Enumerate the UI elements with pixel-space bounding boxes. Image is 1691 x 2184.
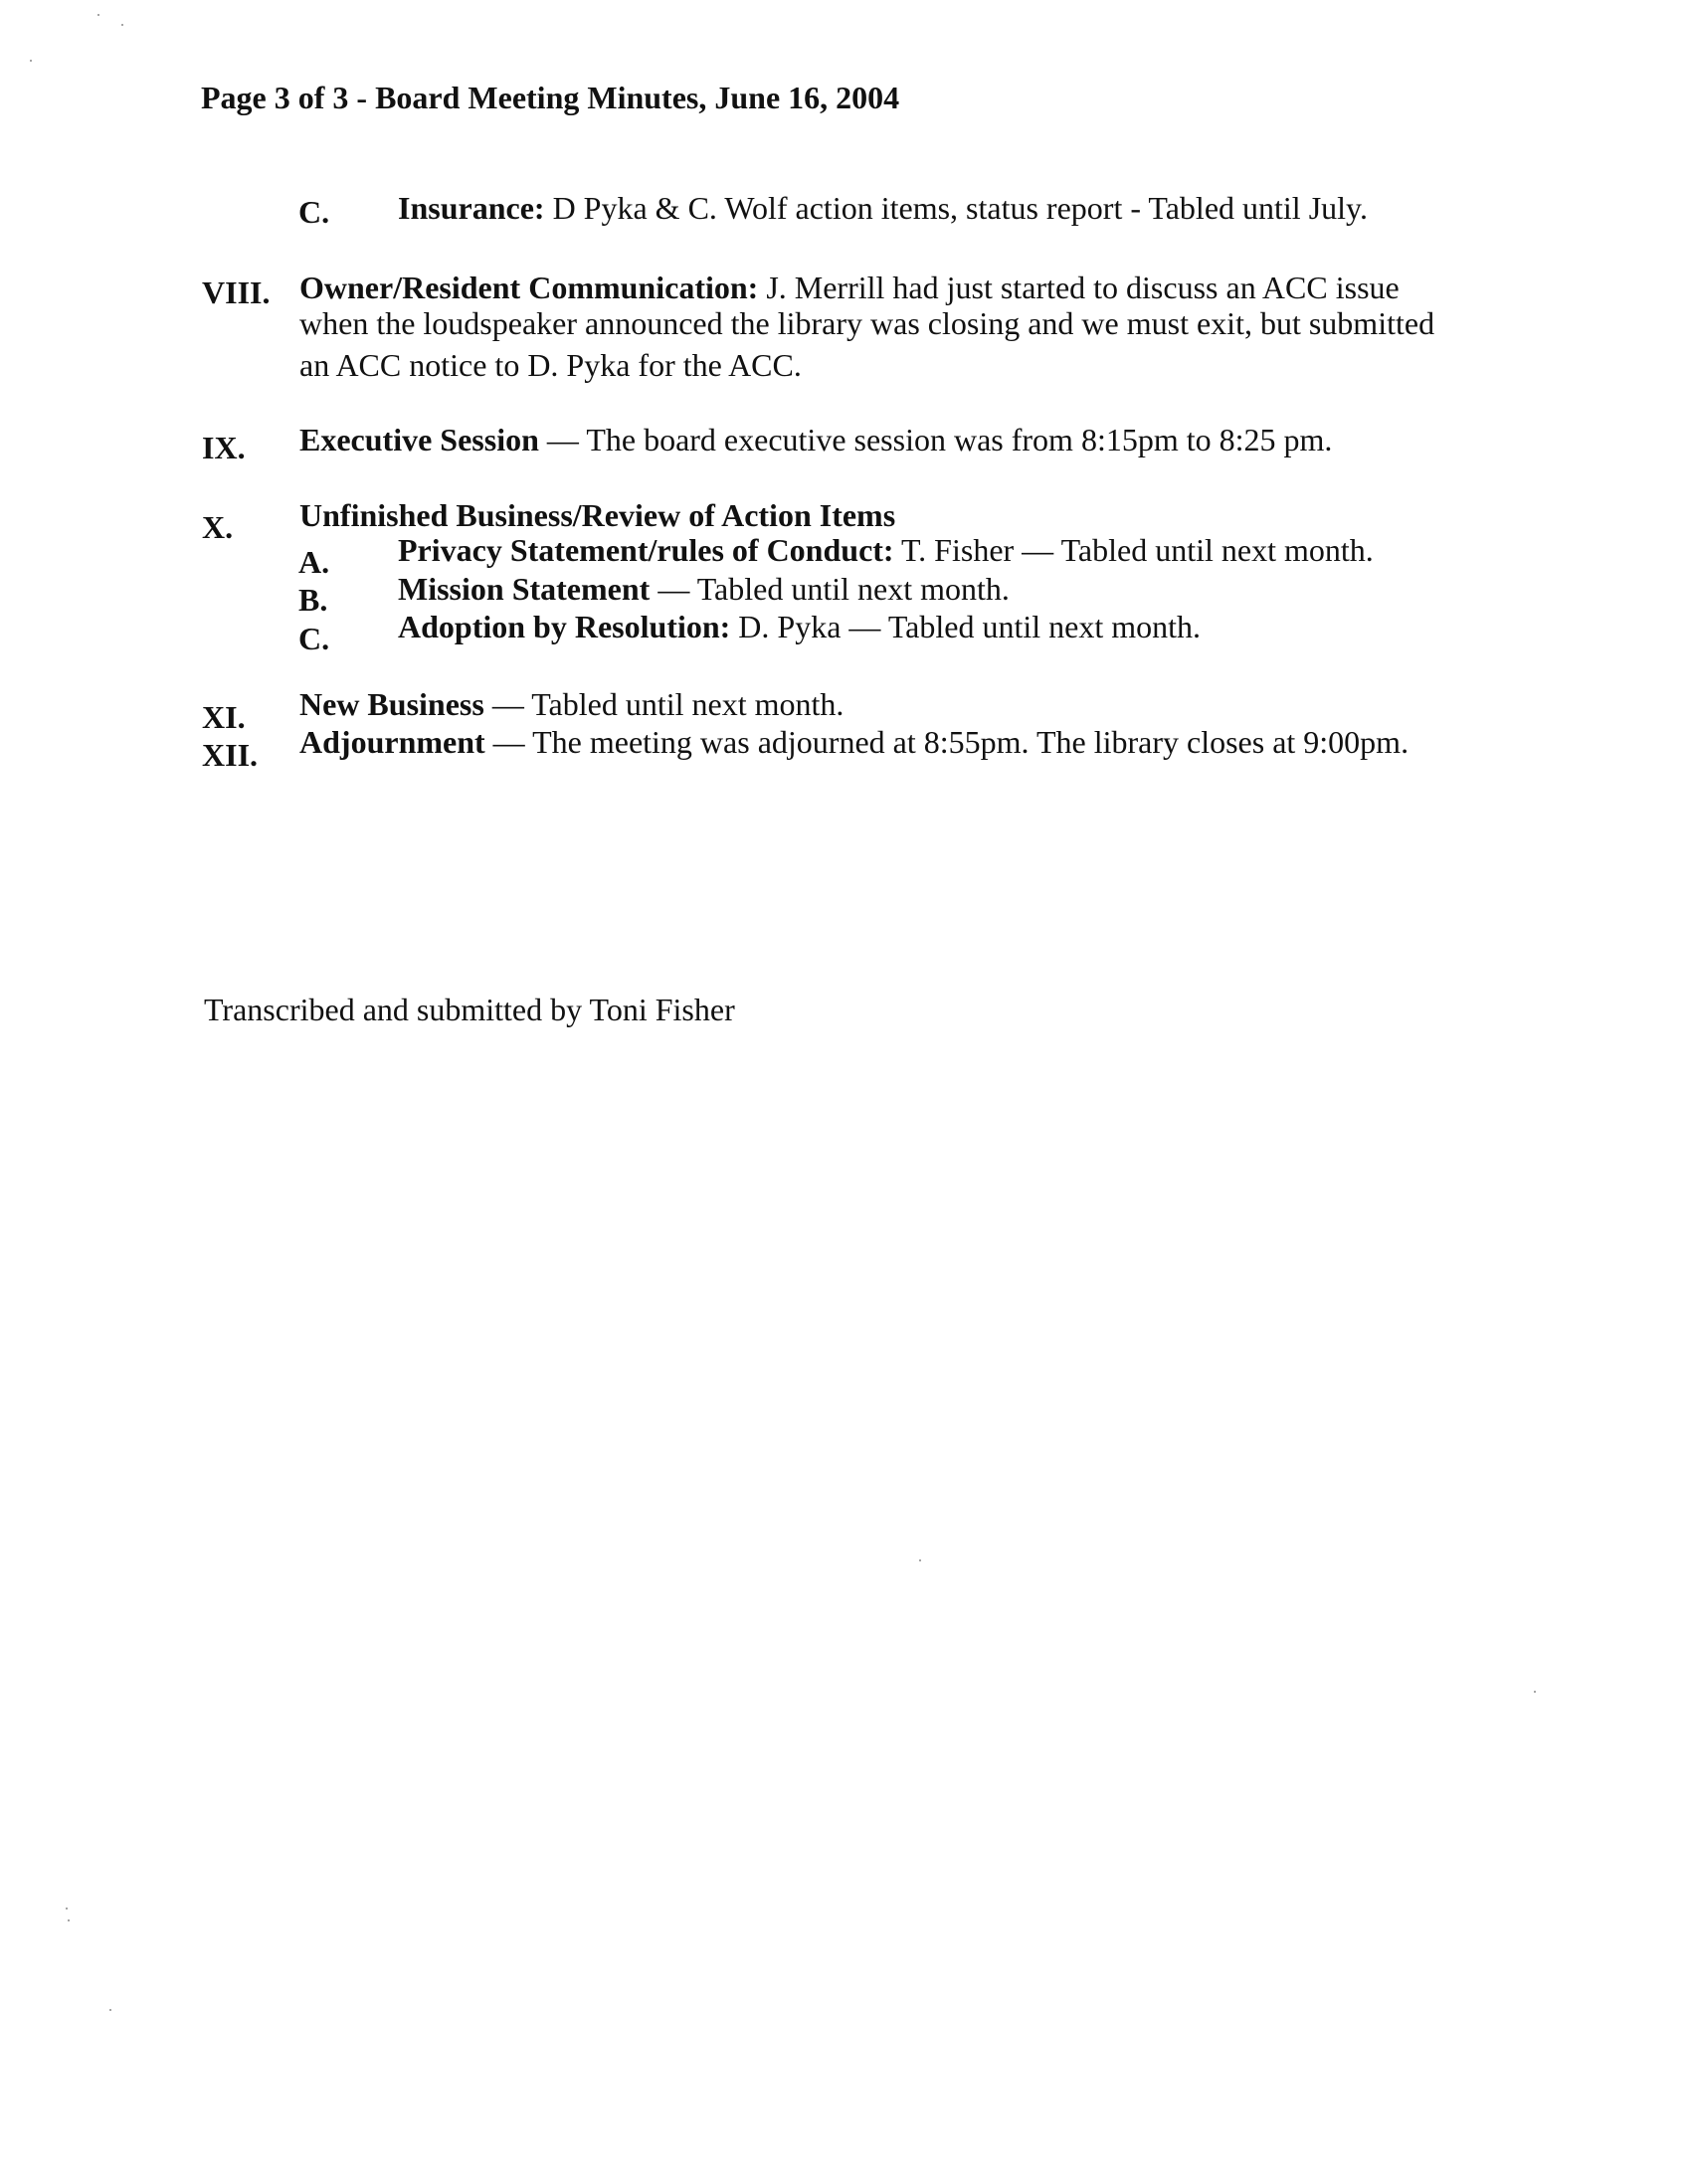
scan-speck [919, 1559, 921, 1561]
item-letter: A. [298, 544, 330, 580]
new-business-item [299, 685, 844, 723]
scan-speck [66, 1908, 68, 1910]
section-numeral: XI. [202, 699, 246, 735]
scan-speck [97, 14, 99, 16]
item-label: Adjournment [299, 724, 485, 760]
scan-speck [30, 60, 32, 62]
item-text: D. Pyka — Tabled until next month. [730, 609, 1201, 644]
item-text: — The board executive session was from 8:15pm to 8:25 pm. [538, 422, 1333, 457]
executive-session-item [299, 421, 1332, 458]
owner-communication-line-3: an ACC notice to D. Pyka for the ACC. [299, 347, 802, 383]
item-label: Insurance: [398, 190, 545, 226]
item-text: J. Merrill had just started to discuss an ACC issue [758, 270, 1400, 305]
item-letter: C. [298, 194, 330, 230]
scan-speck [121, 24, 123, 26]
owner-communication-line-1 [299, 269, 1400, 306]
section-numeral: IX. [202, 430, 246, 465]
section-numeral: X. [202, 509, 234, 545]
item-label: Privacy Statement/rules of Conduct: [398, 532, 894, 568]
section-numeral: VIII. [202, 274, 271, 310]
transcription-credit: Transcribed and submitted by Toni Fisher [204, 992, 735, 1027]
adoption-by-resolution-item [398, 608, 1201, 645]
insurance-item [398, 189, 1368, 227]
privacy-statement-item [398, 531, 1374, 569]
item-text: D Pyka & C. Wolf action items, status report - Tabled until July. [544, 190, 1368, 226]
item-text: — Tabled until next month. [650, 571, 1010, 607]
item-label: New Business [299, 686, 484, 722]
item-text: T. Fisher — Tabled until next month. [893, 532, 1374, 568]
scan-speck [1534, 1691, 1536, 1693]
adjournment-item [299, 723, 1409, 761]
item-letter: B. [298, 582, 328, 618]
unfinished-business-heading: Unfinished Business/Review of Action Items [299, 497, 896, 533]
mission-statement-item [398, 570, 1010, 608]
item-label: Adoption by Resolution: [398, 609, 731, 644]
section-numeral: XII. [202, 737, 259, 773]
owner-communication-line-2: when the loudspeaker announced the library was closing and we must exit, but submitted [299, 305, 1435, 341]
item-label: Owner/Resident Communication: [299, 270, 759, 305]
scan-speck [68, 1919, 70, 1921]
page-header: Page 3 of 3 - Board Meeting Minutes, June 16, 2004 [201, 80, 900, 115]
item-text: — Tabled until next month. [483, 686, 845, 722]
item-label: Mission Statement [398, 571, 651, 607]
item-text: — The meeting was adjourned at 8:55pm. The library closes at 9:00pm. [484, 724, 1409, 760]
item-label: Executive Session [299, 422, 539, 457]
scan-speck [109, 2009, 111, 2011]
item-letter: C. [298, 621, 330, 656]
